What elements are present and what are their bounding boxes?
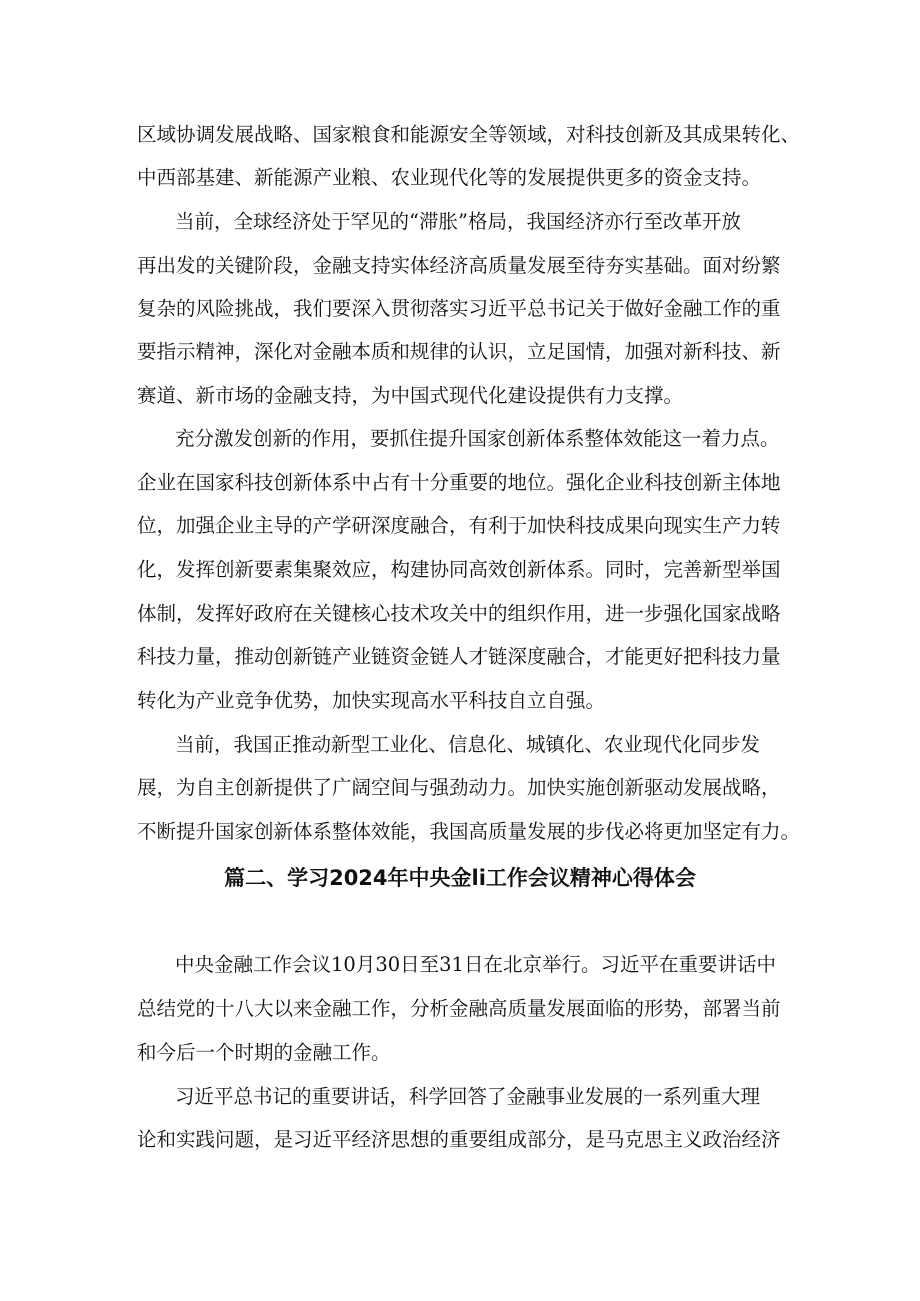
paragraph-line: 赛道、新市场的金融支持，为中国式现代化建设提供有力支撑。	[137, 384, 684, 407]
paragraph-line: 要指示精神，深化对金融本质和规律的认识，立足国情，加强对新科技、新	[137, 340, 781, 363]
paragraph-line: 科技力量，推动创新链产业链资金链人才链深度融合，才能更好把科技力量	[137, 645, 781, 668]
paragraph-line: 复杂的风险挑战，我们要深入贯彻落实习近平总书记关于做好金融工作的重	[137, 297, 781, 320]
paragraph-line: 和今后一个时期的金融工作。	[137, 1041, 391, 1064]
paragraph-line: 转化为产业竞争优势，加快实现高水平科技自立自强。	[137, 689, 606, 712]
paragraph-line: 再出发的关键阶段，金融支持实体经济高质量发展至待夯实基础。面对纷繁	[137, 254, 781, 277]
paragraph-line: 化，发挥创新要素集聚效应，构建协同高效创新体系。同时，完善新型举国	[137, 558, 781, 581]
paragraph-line: 体制，发挥好政府在关键核心技术攻关中的组织作用，进一步强化国家战略	[137, 602, 781, 625]
paragraph-line: 区域协调发展战略、国家粮食和能源安全等领域，对科技创新及其成果转化、	[137, 123, 801, 146]
paragraph-line: 企业在国家科技创新体系中占有十分重要的地位。强化企业科技创新主体地	[137, 471, 781, 494]
paragraph-line: 习近平总书记的重要讲话，科学回答了金融事业发展的一系列重大理	[175, 1085, 761, 1108]
paragraph-line: 论和实践问题，是习近平经济思想的重要组成部分，是马克思主义政治经济	[137, 1128, 781, 1151]
paragraph-line: 中央金融工作会议10月30日至31日在北京举行。习近平在重要讲话中	[175, 953, 776, 976]
section-heading: 篇二、学习2024年中央金li工作会议精神心得体会	[224, 866, 696, 890]
paragraph-line: 总结党的十八大以来金融工作，分析金融高质量发展面临的形势，部署当前	[137, 997, 781, 1020]
paragraph-line: 充分激发创新的作用，要抓住提升国家创新体系整体效能这一着力点。	[175, 427, 780, 450]
paragraph-line: 位，加强企业主导的产学研深度融合，有利于加快科技成果向现实生产力转	[137, 514, 781, 537]
paragraph-line: 当前，我国正推动新型工业化、信息化、城镇化、农业现代化同步发	[175, 733, 761, 756]
paragraph-line: 中西部基建、新能源产业粮、农业现代化等的发展提供更多的资金支持。	[137, 166, 762, 189]
paragraph-line: 不断提升国家创新体系整体效能，我国高质量发展的步伐必将更加坚定有力。	[137, 820, 801, 843]
paragraph-line: 当前，全球经济处于罕见的“滞胀”格局，我国经济亦行至改革开放	[175, 210, 741, 233]
paragraph-line: 展，为自主创新提供了广阔空间与强劲动力。加快实施创新驱动发展战略，	[137, 776, 781, 799]
